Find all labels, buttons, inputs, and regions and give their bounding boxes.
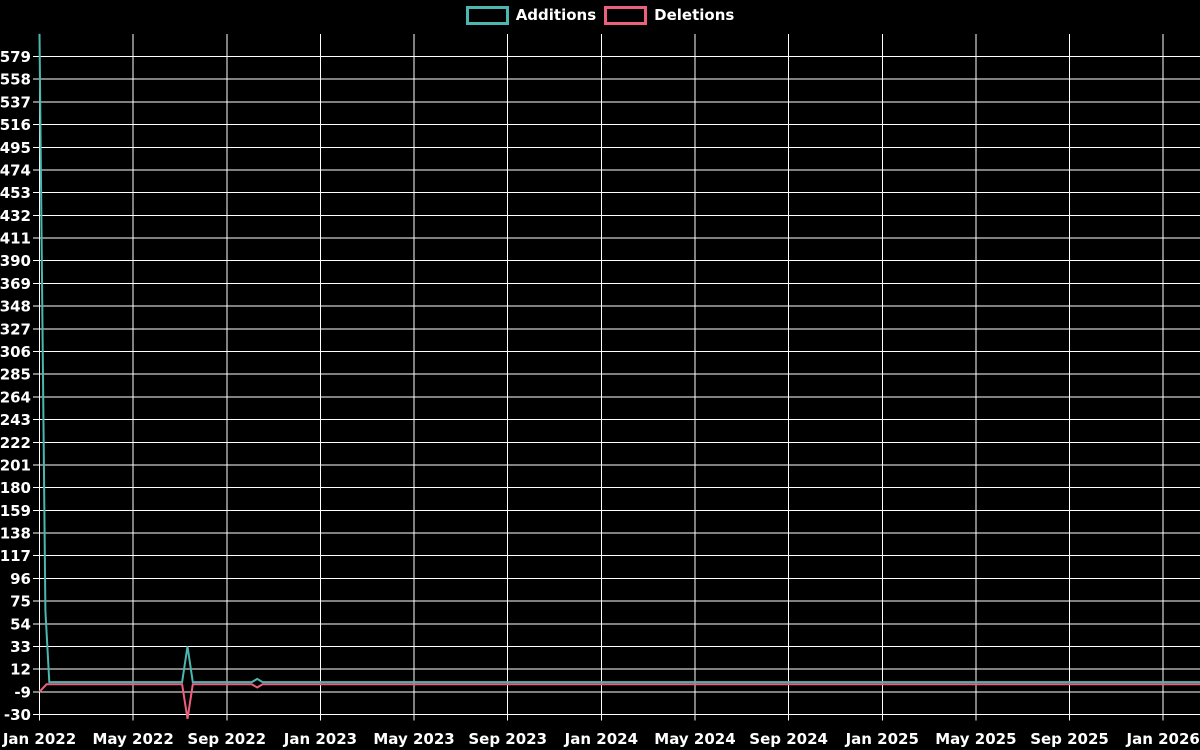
y-tick-label: 474 (0, 161, 31, 180)
y-tick-label: 369 (0, 274, 31, 293)
x-tick-label: May 2025 (935, 730, 1017, 748)
x-tick-label: Jan 2023 (283, 730, 358, 748)
y-tick-label: 495 (0, 138, 31, 157)
y-tick-label: 453 (0, 184, 31, 203)
y-tick-label: 159 (0, 501, 31, 520)
y-tick-label: 327 (0, 320, 31, 339)
series-lines (40, 34, 1200, 719)
x-tick-label: May 2022 (92, 730, 174, 748)
x-axis-labels (2, 730, 1200, 748)
x-tick-label: Sep 2025 (1030, 730, 1109, 748)
y-tick-label: -30 (3, 706, 31, 725)
x-tick-label: Jan 2022 (2, 730, 77, 748)
y-tick-label: 348 (0, 297, 31, 316)
x-tick-label: Jan 2026 (1126, 730, 1200, 748)
y-tick-label: 138 (0, 524, 31, 543)
y-tick-label: 390 (0, 252, 31, 271)
y-tick-label: 75 (10, 592, 31, 611)
x-tick-label: Sep 2022 (187, 730, 267, 748)
y-tick-label: 285 (0, 365, 31, 384)
chart-legend (0, 6, 1200, 25)
x-tick-label: Sep 2024 (749, 730, 828, 748)
y-tick-label: 180 (0, 479, 31, 498)
y-tick-label: 558 (0, 70, 31, 89)
y-tick-label: 117 (0, 547, 31, 566)
additions-line (40, 34, 1200, 682)
additions-legend-swatch-icon (466, 6, 509, 25)
y-tick-label: 222 (0, 433, 31, 452)
deletions-legend-swatch-icon (604, 6, 647, 25)
y-axis-labels (0, 48, 31, 724)
y-tick-label: 537 (0, 93, 31, 112)
x-tick-label: May 2023 (373, 730, 455, 748)
y-tick-label: 243 (0, 411, 31, 430)
y-tick-label: 264 (0, 388, 31, 407)
gridlines (33, 34, 1200, 721)
y-tick-label: 411 (0, 229, 31, 248)
x-tick-label: Jan 2024 (564, 730, 639, 748)
y-tick-label: 201 (0, 456, 31, 475)
legend-item-additions (466, 6, 596, 25)
y-tick-label: 579 (0, 48, 31, 67)
legend-item-deletions (604, 6, 734, 25)
y-tick-label: 12 (10, 660, 31, 679)
y-tick-label: 54 (10, 615, 31, 634)
y-tick-label: 432 (0, 206, 31, 225)
y-tick-label: 96 (10, 569, 31, 588)
y-tick-label: 33 (10, 637, 31, 656)
x-tick-label: Jan 2025 (845, 730, 919, 748)
legend-label: Additions (515, 6, 597, 24)
deletions-line (40, 684, 1200, 719)
y-tick-label: -9 (14, 683, 31, 702)
legend-label: Deletions (654, 6, 735, 24)
y-tick-label: 306 (0, 342, 31, 361)
y-tick-label: 516 (0, 116, 31, 135)
x-tick-label: Sep 2023 (468, 730, 548, 748)
x-tick-label: May 2024 (654, 730, 736, 748)
